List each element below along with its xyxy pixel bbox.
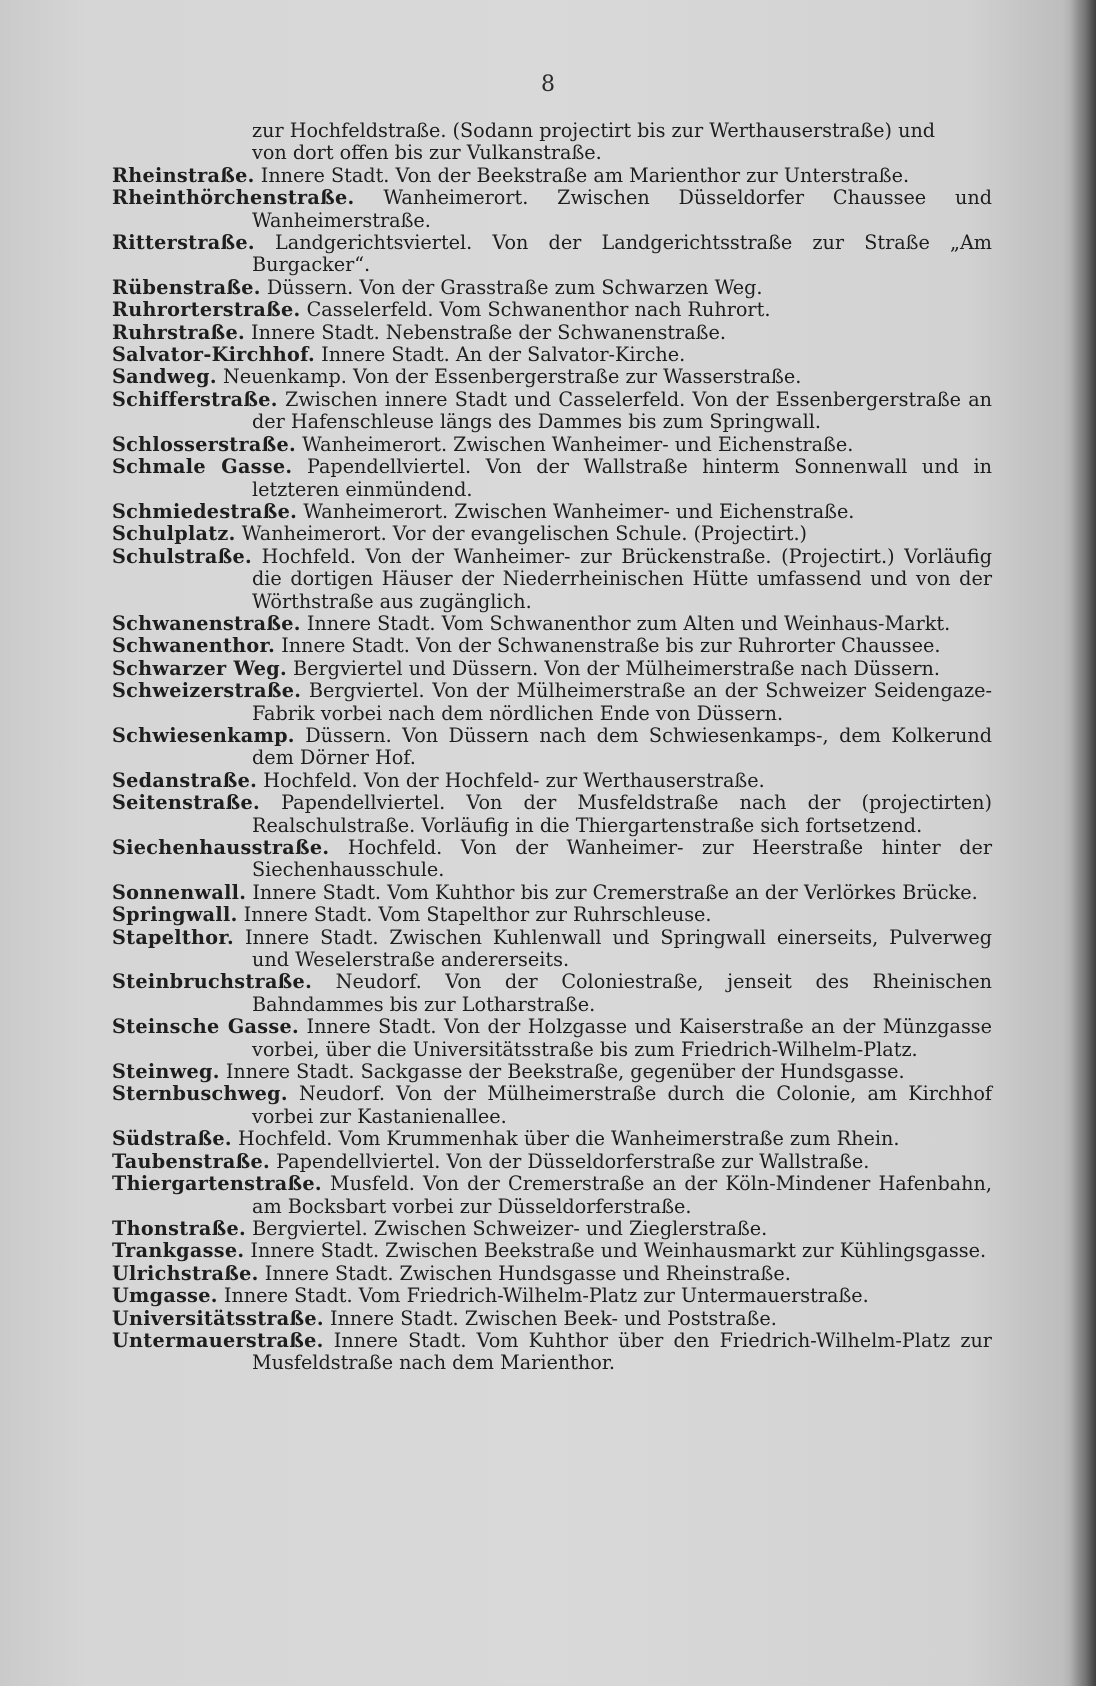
street-name: Steinweg. bbox=[112, 1060, 220, 1084]
street-name: Schweizerstraße. bbox=[112, 679, 302, 703]
street-entry bbox=[112, 680, 992, 725]
street-name: Schlosserstraße. bbox=[112, 432, 296, 456]
street-name: Schwarzer Weg. bbox=[112, 656, 287, 680]
street-name: Umgasse. bbox=[112, 1284, 218, 1308]
street-entry bbox=[112, 344, 992, 366]
street-description: Innere Stadt. Vom Friedrich-Wilhelm-Platz zur Untermauerstraße. bbox=[223, 1284, 869, 1308]
street-entry bbox=[112, 366, 992, 388]
street-description: Innere Stadt. Zwischen Kuhlenwall und Springwall einerseits, Pulverweg und Weselerstraße andererseits. bbox=[244, 925, 992, 972]
street-entry bbox=[112, 837, 992, 882]
street-description: Hochfeld. Vom Krummenhak über die Wanheimerstraße zum Rhein. bbox=[238, 1127, 900, 1151]
street-description: Wanheimerort. Vor der evangelischen Schule. (Projectirt.) bbox=[241, 522, 808, 546]
street-description: Bergviertel und Düssern. Von der Mülheimerstraße nach Düssern. bbox=[293, 656, 940, 680]
street-name: Südstraße. bbox=[112, 1127, 232, 1151]
intro-line-2: von dort offen bis zur Vulkanstraße. bbox=[252, 141, 602, 165]
street-description: Zwischen innere Stadt und Casselerfeld. Von der Essenbergerstraße an der Hafenschleuse längs des Dammes bis zum Springwall. bbox=[252, 387, 992, 434]
street-description: Bergviertel. Zwischen Schweizer- und Zieglerstraße. bbox=[252, 1216, 768, 1240]
street-entry bbox=[112, 523, 992, 545]
street-entry bbox=[112, 613, 992, 635]
street-description: Papendellviertel. Von der Wallstraße hinterm Sonnenwall und in letzteren einmündend. bbox=[252, 455, 992, 501]
street-name: Seitenstraße. bbox=[112, 791, 260, 815]
street-description: Innere Stadt. An der Salvator-Kirche. bbox=[321, 343, 686, 367]
street-name: Ulrichstraße. bbox=[112, 1261, 259, 1285]
street-description: Hochfeld. Von der Wanheimer- zur Heerstraße hinter der Siechenhausschule. bbox=[252, 836, 992, 882]
street-name: Schifferstraße. bbox=[112, 387, 278, 411]
street-entry bbox=[112, 1240, 992, 1262]
street-name: Thonstraße. bbox=[112, 1216, 246, 1240]
street-entry bbox=[112, 1308, 992, 1330]
street-name: Sonnenwall. bbox=[112, 880, 247, 904]
street-name: Sternbuschweg. bbox=[112, 1082, 288, 1106]
street-description: Düssern. Von der Grasstraße zum Schwarzen Weg. bbox=[266, 275, 763, 299]
street-entry bbox=[112, 299, 992, 321]
street-entry bbox=[112, 322, 992, 344]
street-name: Ruhrstraße. bbox=[112, 320, 245, 344]
street-entry bbox=[112, 1330, 992, 1375]
street-name: Taubenstraße. bbox=[112, 1149, 270, 1173]
street-directory bbox=[112, 120, 992, 1375]
street-name: Ritterstraße. bbox=[112, 231, 255, 255]
street-entry bbox=[112, 725, 992, 770]
street-entry bbox=[112, 187, 992, 232]
street-description: Innere Stadt. Von der Holzgasse und Kaiserstraße an der Münzgasse vorbei, über die Universitätsstraße bis zum Friedrich-Wilhelm-Platz. bbox=[252, 1015, 992, 1061]
street-entry bbox=[112, 389, 992, 434]
intro-line-1: zur Hochfeldstraße. (Sodann projectirt bis zur Werthauserstraße) und bbox=[252, 119, 936, 142]
street-entry bbox=[112, 165, 992, 187]
street-description: Neuenkamp. Von der Essenbergerstraße zur Wasserstraße. bbox=[223, 365, 802, 389]
street-name: Springwall. bbox=[112, 903, 238, 927]
street-description: Musfeld. Von der Cremerstraße an der Köln-Mindener Hafenbahn, am Bocksbart vorbei zur Düsseldorferstraße. bbox=[252, 1172, 992, 1218]
street-entry bbox=[112, 1016, 992, 1061]
street-entry bbox=[112, 434, 992, 456]
street-entry bbox=[112, 792, 992, 837]
street-description: Innere Stadt. Nebenstraße der Schwanenstraße. bbox=[251, 320, 726, 344]
street-description: Innere Stadt. Von der Beekstraße am Marienthor zur Unterstraße. bbox=[260, 163, 910, 187]
street-name: Rübenstraße. bbox=[112, 275, 261, 299]
street-entry bbox=[112, 904, 992, 926]
street-name: Rheinthörchenstraße. bbox=[112, 186, 355, 210]
street-entry bbox=[112, 971, 992, 1016]
street-description: Neudorf. Von der Mülheimerstraße durch die Colonie, am Kirchhof vorbei zur Kastanienallee. bbox=[252, 1082, 992, 1128]
street-description: Innere Stadt. Vom Stapelthor zur Ruhrschleuse. bbox=[243, 903, 712, 927]
street-entry bbox=[112, 635, 992, 657]
street-description: Hochfeld. Von der Wanheimer- zur Brückenstraße. (Projectirt.) Vorläufig die dortigen Häuser der Niederrheinischen Hütte umfassend und von der Wörthstraße aus zugänglich. bbox=[252, 544, 992, 613]
street-entry bbox=[112, 1083, 992, 1128]
street-entry bbox=[112, 1173, 992, 1218]
street-name: Untermauerstraße. bbox=[112, 1328, 324, 1352]
street-entry bbox=[112, 501, 992, 523]
street-entry bbox=[112, 1151, 992, 1173]
street-entry bbox=[112, 1263, 992, 1285]
street-description: Innere Stadt. Zwischen Beek- und Poststraße. bbox=[329, 1306, 777, 1330]
street-entry bbox=[112, 1128, 992, 1150]
street-name: Steinsche Gasse. bbox=[112, 1015, 299, 1039]
street-name: Schulplatz. bbox=[112, 522, 236, 546]
street-description: Düssern. Von Düssern nach dem Schwiesenkamps-, dem Kolkerund dem Dörner Hof. bbox=[252, 723, 992, 770]
street-name: Salvator-Kirchhof. bbox=[112, 343, 315, 367]
street-name: Schmale Gasse. bbox=[112, 455, 293, 479]
street-name: Thiergartenstraße. bbox=[112, 1172, 322, 1196]
street-name: Sandweg. bbox=[112, 365, 217, 389]
page-number: 8 bbox=[541, 72, 555, 97]
street-name: Schulstraße. bbox=[112, 544, 253, 568]
street-name: Trankgasse. bbox=[112, 1239, 245, 1263]
street-description: Papendellviertel. Von der Düsseldorferstraße zur Wallstraße. bbox=[276, 1149, 870, 1173]
street-entry bbox=[112, 1285, 992, 1307]
street-description: Landgerichtsviertel. Von der Landgerichtsstraße zur Straße „Am Burgacker“. bbox=[252, 231, 992, 277]
street-name: Schwiesenkamp. bbox=[112, 723, 295, 747]
street-entry bbox=[112, 927, 992, 972]
street-name: Steinbruchstraße. bbox=[112, 970, 313, 994]
street-entry bbox=[112, 232, 992, 277]
street-entry bbox=[112, 770, 992, 792]
street-entry bbox=[112, 277, 992, 299]
street-entry bbox=[112, 882, 992, 904]
street-description: Wanheimerort. Zwischen Wanheimer- und Eichenstraße. bbox=[303, 499, 855, 523]
street-description: Papendellviertel. Von der Musfeldstraße nach der (projectirten) Realschulstraße. Vorläufig in die Thiergartenstraße sich fortsetzend. bbox=[252, 791, 993, 837]
street-description: Innere Stadt. Zwischen Beekstraße und Weinhausmarkt zur Kühlingsgasse. bbox=[250, 1239, 987, 1263]
street-name: Siechenhausstraße. bbox=[112, 836, 330, 859]
street-description: Innere Stadt. Sackgasse der Beekstraße, gegenüber der Hundsgasse. bbox=[225, 1060, 905, 1084]
street-entry bbox=[112, 546, 992, 613]
street-entry bbox=[112, 1061, 992, 1083]
street-description: Bergviertel. Von der Mülheimerstraße an der Schweizer Seidengaze-Fabrik vorbei nach dem nördlichen Ende von Düssern. bbox=[252, 679, 992, 725]
street-description: Neudorf. Von der Coloniestraße, jenseit des Rheinischen Bahndammes bis zur Lotharstraße. bbox=[252, 970, 992, 1016]
street-description: Innere Stadt. Vom Kuhthor bis zur Cremerstraße an der Verlörkes Brücke. bbox=[252, 880, 978, 904]
street-entry bbox=[112, 1218, 992, 1240]
binding-edge-shadow bbox=[1070, 0, 1096, 1686]
street-name: Rheinstraße. bbox=[112, 163, 255, 187]
entry-list bbox=[112, 165, 992, 1375]
street-name: Ruhrorterstraße. bbox=[112, 298, 301, 322]
street-description: Wanheimerort. Zwischen Düsseldorfer Chaussee und Wanheimerstraße. bbox=[252, 186, 992, 232]
street-description: Casselerfeld. Vom Schwanenthor nach Ruhrort. bbox=[306, 298, 771, 322]
street-name: Schwanenthor. bbox=[112, 634, 276, 658]
street-name: Schmiedestraße. bbox=[112, 499, 298, 523]
street-name: Stapelthor. bbox=[112, 925, 235, 949]
street-description: Innere Stadt. Von der Schwanenstraße bis zur Ruhrorter Chaussee. bbox=[281, 634, 941, 658]
street-description: Innere Stadt. Vom Schwanenthor zum Alten und Weinhaus-Markt. bbox=[306, 611, 951, 635]
street-name: Sedanstraße. bbox=[112, 768, 258, 792]
street-description: Hochfeld. Von der Hochfeld- zur Werthauserstraße. bbox=[263, 768, 765, 792]
street-description: Innere Stadt. Zwischen Hundsgasse und Rheinstraße. bbox=[264, 1261, 791, 1285]
street-name: Schwanenstraße. bbox=[112, 611, 301, 635]
street-entry bbox=[112, 658, 992, 680]
street-name: Universitätsstraße. bbox=[112, 1306, 324, 1330]
street-description: Wanheimerort. Zwischen Wanheimer- und Eichenstraße. bbox=[302, 432, 854, 456]
street-description: Innere Stadt. Vom Kuhthor über den Friedrich-Wilhelm-Platz zur Musfeldstraße nach dem Marienthor. bbox=[252, 1328, 992, 1375]
street-entry bbox=[112, 456, 992, 501]
